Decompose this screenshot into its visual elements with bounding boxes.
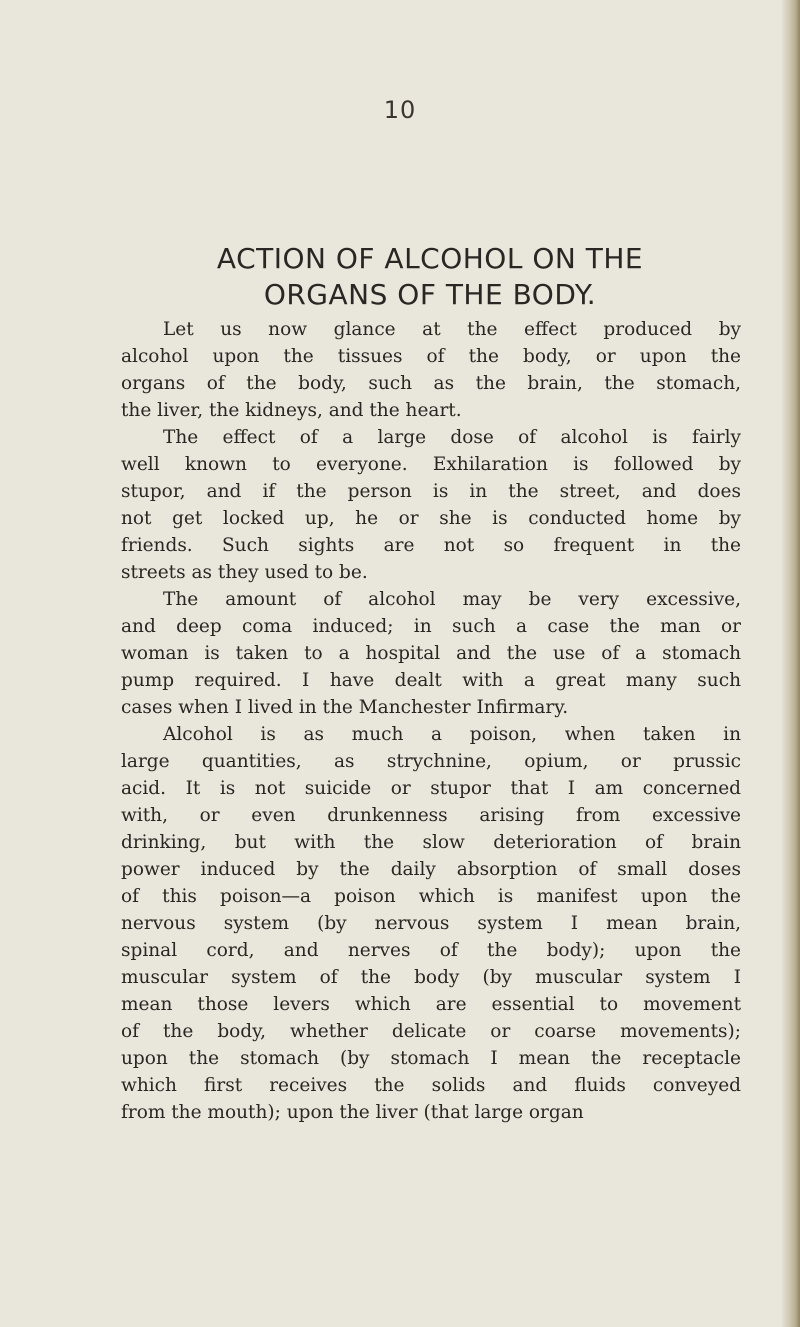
chapter-title-line-2: ORGANS OF THE BODY.	[263, 278, 597, 311]
page-edge-shadow	[782, 0, 800, 1327]
text-line: Let us now glance at the effect produced by	[163, 319, 741, 340]
text-line: from the mouth); upon the liver (that large organ	[121, 1102, 584, 1123]
text-line: drinking, but with the slow deterioration of brain	[121, 832, 741, 853]
text-line: well known to everyone. Exhilaration is followed by	[121, 454, 741, 475]
text-line: friends. Such sights are not so frequent in the	[121, 535, 741, 556]
chapter-title-line-1: ACTION OF ALCOHOL ON THE	[216, 242, 644, 275]
text-line: not get locked up, he or she is conducted home by	[121, 508, 741, 529]
text-line: the liver, the kidneys, and the heart.	[121, 400, 462, 421]
text-line: woman is taken to a hospital and the use of a stomach	[121, 643, 741, 664]
text-line: nervous system (by nervous system I mean brain,	[121, 913, 741, 934]
text-line: spinal cord, and nerves of the body); upon the	[121, 940, 741, 961]
page-number: 10	[383, 96, 417, 124]
text-line: mean those levers which are essential to movement	[121, 994, 741, 1015]
text-line: muscular system of the body (by muscular system I	[121, 967, 741, 988]
body-text	[121, 316, 741, 1126]
text-line: organs of the body, such as the brain, the stomach,	[121, 373, 741, 394]
text-line: and deep coma induced; in such a case the man or	[121, 616, 741, 637]
chapter-title	[100, 241, 760, 313]
text-line: of this poison—a poison which is manifest upon the	[121, 886, 741, 907]
text-line: upon the stomach (by stomach I mean the receptacle	[121, 1048, 741, 1069]
text-line: acid. It is not suicide or stupor that I am concerned	[121, 778, 741, 799]
text-line: pump required. I have dealt with a great many such	[121, 670, 741, 691]
text-line: alcohol upon the tissues of the body, or upon the	[121, 346, 741, 367]
text-line: The effect of a large dose of alcohol is fairly	[163, 427, 741, 448]
text-line: stupor, and if the person is in the street, and does	[121, 481, 741, 502]
text-line: Alcohol is as much a poison, when taken in	[163, 724, 741, 745]
text-line: large quantities, as strychnine, opium, or prussic	[121, 751, 741, 772]
text-line: which first receives the solids and fluids conveyed	[121, 1075, 741, 1096]
text-line: power induced by the daily absorption of small doses	[121, 859, 741, 880]
text-line: with, or even drunkenness arising from excessive	[121, 805, 741, 826]
text-line: The amount of alcohol may be very excessive,	[163, 589, 741, 610]
text-line: streets as they used to be.	[121, 562, 368, 583]
text-line: cases when I lived in the Manchester Infirmary.	[121, 697, 569, 718]
text-line: of the body, whether delicate or coarse movements);	[121, 1021, 741, 1042]
